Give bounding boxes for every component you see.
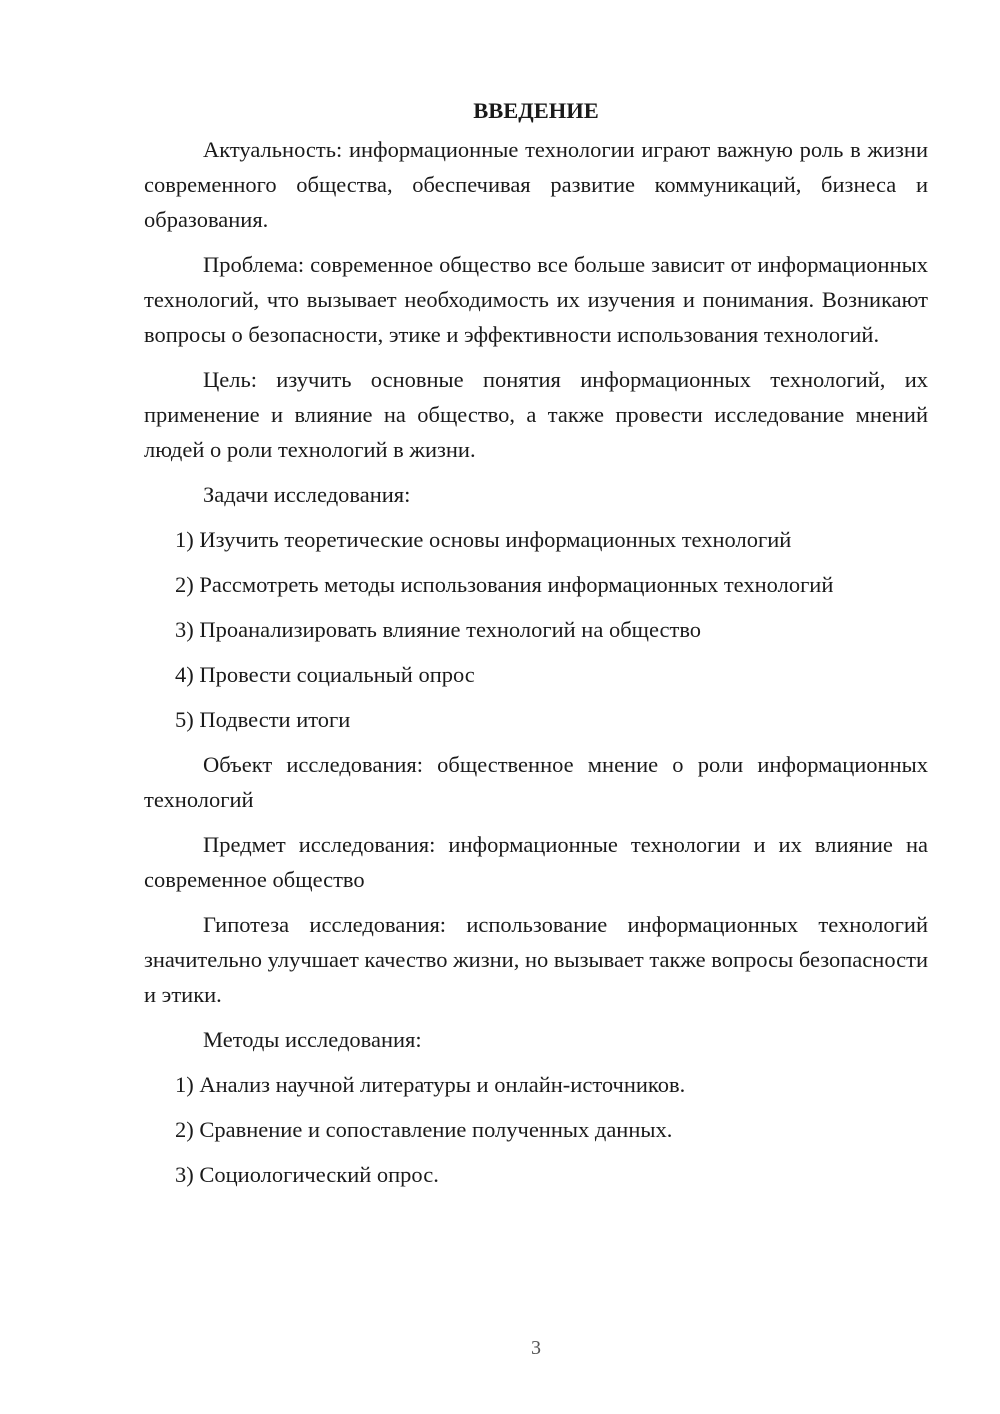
task-item-4: 4) Провести социальный опрос: [175, 662, 475, 687]
paragraph-relevance: Актуальность: информационные технологии играют важную роль в жизни современного общества, обеспечивая развитие коммуникаций, бизнеса и образования.: [144, 137, 928, 232]
tasks-list: [144, 522, 928, 737]
paragraph-subject: Предмет исследования: информационные технологии и их влияние на современное общество: [144, 832, 928, 892]
page-content: [144, 93, 928, 1202]
methods-heading: Методы исследования:: [203, 1027, 422, 1052]
section-title: ВВЕДЕНИЕ: [473, 98, 599, 123]
paragraph-problem: Проблема: современное общество все больше зависит от информационных технологий, что вызывает необходимость их изучения и понимания. Возникают вопросы о безопасности, этике и эффективности использования технологий.: [144, 252, 928, 347]
task-item-5: 5) Подвести итоги: [175, 707, 351, 732]
method-item-2: 2) Сравнение и сопоставление полученных данных.: [175, 1117, 673, 1142]
paragraph-object: Объект исследования: общественное мнение о роли информационных технологий: [144, 752, 928, 812]
methods-list: [144, 1067, 928, 1192]
method-item-1: 1) Анализ научной литературы и онлайн-источников.: [175, 1072, 686, 1097]
task-item-1: 1) Изучить теоретические основы информационных технологий: [175, 527, 792, 552]
page-number: 3: [531, 1337, 541, 1359]
method-item-3: 3) Социологический опрос.: [175, 1162, 439, 1187]
paragraph-goal: Цель: изучить основные понятия информационных технологий, их применение и влияние на общество, а также провести исследование мнений людей о роли технологий в жизни.: [144, 367, 928, 462]
task-item-2: 2) Рассмотреть методы использования информационных технологий: [175, 572, 834, 597]
paragraph-hypothesis: Гипотеза исследования: использование информационных технологий значительно улучшает качество жизни, но вызывает также вопросы безопасности и этики.: [144, 912, 928, 1007]
tasks-heading: Задачи исследования:: [203, 482, 411, 507]
task-item-3: 3) Проанализировать влияние технологий на общество: [175, 617, 702, 642]
